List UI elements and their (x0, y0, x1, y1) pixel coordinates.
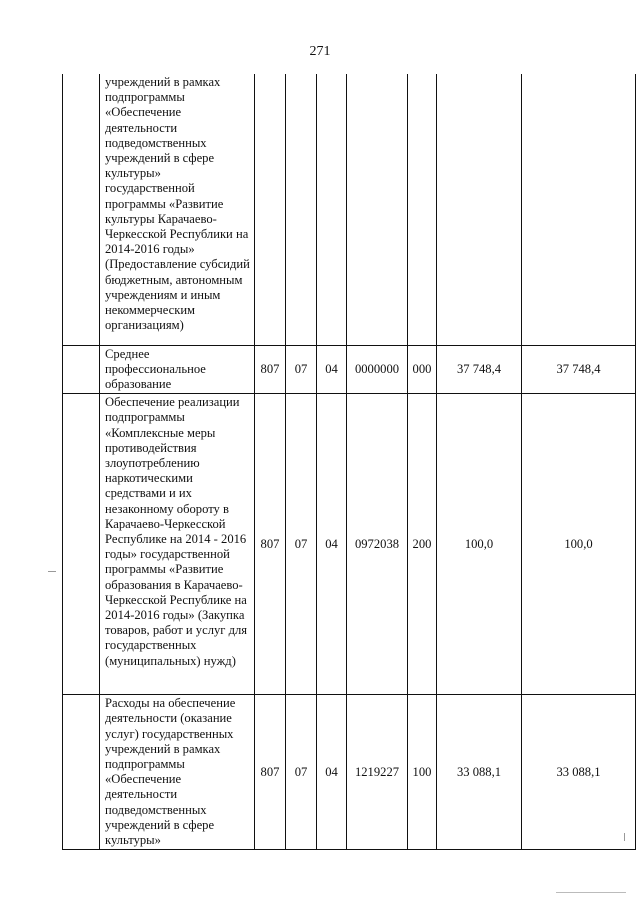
expense-type-cell: 100 (408, 695, 437, 850)
row-number-cell (63, 695, 100, 850)
expense-type-cell: 000 (408, 345, 437, 394)
subsection-code-cell (317, 74, 347, 345)
section-code-cell: 07 (286, 345, 317, 394)
scan-mark (556, 892, 626, 893)
description-cell: учреждений в рамках подпрограммы «Обеспечение деятельности подведомственных учреждений в сфере культуры» государственной программы «Развитие культуры Карачаево-Черкесской Республики на 2014-2016 годы» (Предоставление субсидий бюджетным, автономным учреждениям и иным некоммерческим организациям) (100, 74, 255, 345)
amount-2-cell: 100,0 (522, 394, 636, 695)
scan-mark (48, 571, 56, 572)
expense-type-cell (408, 74, 437, 345)
scan-mark (624, 833, 625, 841)
description-cell: Расходы на обеспечение деятельности (оказание услуг) государственных учреждений в рамках подпрограммы «Обеспечение деятельности подведомственных учреждений в сфере культуры» (100, 695, 255, 850)
table-row (63, 394, 636, 695)
ministry-code-cell: 807 (255, 695, 286, 850)
ministry-code-cell: 807 (255, 345, 286, 394)
table-row (63, 74, 636, 345)
amount-2-cell: 33 088,1 (522, 695, 636, 850)
expense-type-cell: 200 (408, 394, 437, 695)
table-row (63, 695, 636, 850)
subsection-code-cell: 04 (317, 394, 347, 695)
subsection-code-cell: 04 (317, 695, 347, 850)
budget-table (62, 74, 636, 850)
section-code-cell: 07 (286, 695, 317, 850)
row-number-cell (63, 74, 100, 345)
target-code-cell: 0972038 (347, 394, 408, 695)
section-code-cell (286, 74, 317, 345)
amount-1-cell: 100,0 (437, 394, 522, 695)
amount-2-cell: 37 748,4 (522, 345, 636, 394)
amount-1-cell (437, 74, 522, 345)
table-row (63, 345, 636, 394)
page-number: 271 (309, 44, 331, 59)
section-code-cell: 07 (286, 394, 317, 695)
ministry-code-cell (255, 74, 286, 345)
target-code-cell: 0000000 (347, 345, 408, 394)
row-number-cell (63, 345, 100, 394)
subsection-code-cell: 04 (317, 345, 347, 394)
target-code-cell (347, 74, 408, 345)
target-code-cell: 1219227 (347, 695, 408, 850)
amount-1-cell: 37 748,4 (437, 345, 522, 394)
amount-1-cell: 33 088,1 (437, 695, 522, 850)
description-cell: Обеспечение реализации подпрограммы «Комплексные меры противодействия злоупотреблению наркотическими средствами и их незаконному обороту в Карачаево-Черкесской Республике на 2014 - 2016 годы» государственной программы «Развитие образования в Карачаево-Черкесской Республике на 2014-2016 годы» (Закупка товаров, работ и услуг для государственных (муниципальных) нужд) (100, 394, 255, 695)
ministry-code-cell: 807 (255, 394, 286, 695)
amount-2-cell (522, 74, 636, 345)
row-number-cell (63, 394, 100, 695)
description-cell: Среднее профессиональное образование (100, 345, 255, 394)
